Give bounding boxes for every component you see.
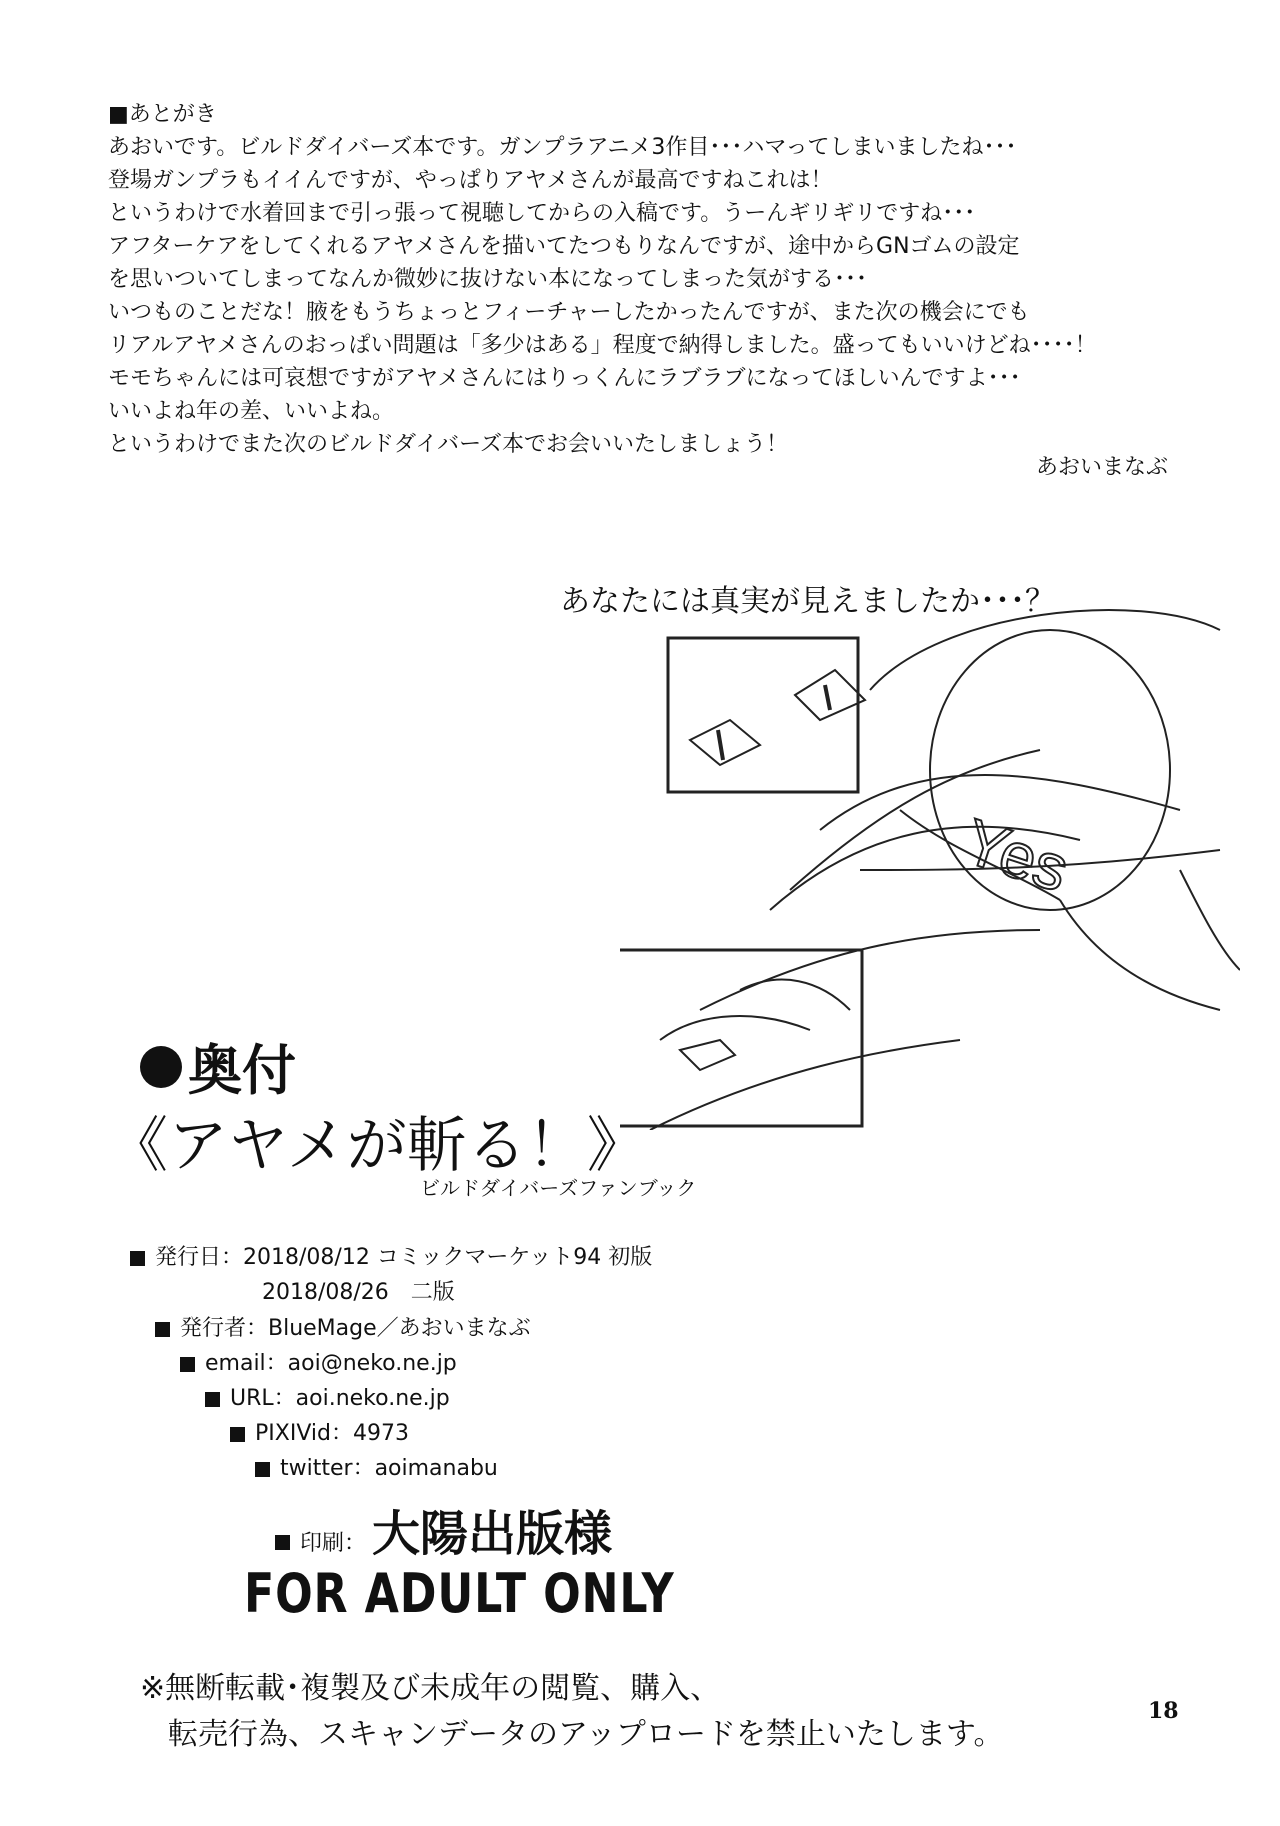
printer-row xyxy=(275,1495,612,1564)
illustration-caption: あなたには真実が見えましたか･･･？ xyxy=(560,584,1055,619)
twitter-text: twitter：aoimanabu xyxy=(280,1456,498,1481)
issue-date-first: 2018/08/12 コミックマーケット94 初版 xyxy=(243,1245,653,1270)
circle-bullet-icon xyxy=(140,1046,182,1088)
square-bullet-icon xyxy=(130,1251,145,1266)
pixiv-row xyxy=(230,1416,409,1447)
publisher-text: 発行者：BlueMage／あおいまなぶ xyxy=(180,1316,531,1341)
twitter-row xyxy=(255,1451,498,1482)
afterword-line: というわけでまた次のビルドダイバーズ本でお会いいたしましょう！ xyxy=(108,432,789,457)
issue-date-second: 2018/08/26 二版 xyxy=(262,1280,455,1305)
notice-line-1: ※無断転載･複製及び未成年の閲覧、購入、 xyxy=(140,1671,721,1706)
book-title: 《アヤメが斬る！》 xyxy=(108,1111,647,1181)
afterword-line: モモちゃんには可哀想ですがアヤメさんにはりっくんにラブラブになってほしいんですよ･･･ xyxy=(108,366,1021,391)
square-bullet-icon xyxy=(255,1462,270,1477)
colophon-heading xyxy=(140,1028,296,1105)
afterword-line: いつものことだな！腋をもうちょっとフィーチャーしたかったんですが、また次の機会にでも xyxy=(108,300,1030,325)
shirt-text: Yes xyxy=(955,804,1078,906)
line-art-illustration xyxy=(620,570,1240,1130)
adult-only-notice: FOR ADULT ONLY xyxy=(244,1562,675,1625)
publisher-row xyxy=(155,1311,531,1342)
afterword-line: というわけで水着回まで引っ張って視聴してからの入稿です。うーんギリギリですね･･･ xyxy=(108,201,976,226)
afterword-line: アフターケアをしてくれるアヤメさんを描いてたつもりなんですが、途中からGNゴムの設定 xyxy=(108,234,1020,259)
pixiv-text: PIXIVid：4973 xyxy=(255,1421,409,1446)
afterword-line: 登場ガンプラもイイんですが、やっぱりアヤメさんが最高ですねこれは！ xyxy=(108,168,833,193)
email-row xyxy=(180,1346,457,1377)
square-bullet-icon xyxy=(155,1322,170,1337)
email-text: email：aoi@neko.ne.jp xyxy=(205,1351,457,1376)
printer-label: 印刷： xyxy=(300,1531,367,1556)
afterword-heading: ■あとがき xyxy=(108,102,217,127)
square-bullet-icon xyxy=(230,1427,245,1442)
square-bullet-icon xyxy=(275,1535,290,1550)
square-bullet-icon xyxy=(180,1357,195,1372)
afterword-line: リアルアヤメさんのおっぱい問題は「多少はある」程度で納得しました。盛ってもいいけどね････！ xyxy=(108,333,1097,358)
colophon-heading-text: 奥付 xyxy=(188,1039,296,1102)
afterword-section xyxy=(108,98,1188,480)
afterword-line: いいよね年の差、いいよね。 xyxy=(108,399,395,424)
copyright-notice xyxy=(140,1666,1004,1758)
notice-line-2: 転売行為、スキャンデータのアップロードを禁止いたします。 xyxy=(168,1717,1004,1752)
url-row xyxy=(205,1381,450,1412)
page-number: 18 xyxy=(1148,1698,1179,1724)
book-subtitle: ビルドダイバーズファンブック xyxy=(420,1176,697,1200)
afterword-signature: あおいまなぶ xyxy=(1035,455,1168,480)
issue-date-row xyxy=(130,1240,652,1271)
url-text: URL：aoi.neko.ne.jp xyxy=(230,1386,450,1411)
afterword-line: を思いついてしまってなんか微妙に抜けない本になってしまった気がする･･･ xyxy=(108,267,868,292)
issue-label: 発行日： xyxy=(155,1245,244,1270)
square-bullet-icon xyxy=(205,1392,220,1407)
afterword-line: あおいです。ビルドダイバーズ本です。ガンプラアニメ3作目･･･ハマってしまいましたね･･･ xyxy=(108,135,1017,160)
printer-name: 大陽出版様 xyxy=(372,1506,613,1562)
